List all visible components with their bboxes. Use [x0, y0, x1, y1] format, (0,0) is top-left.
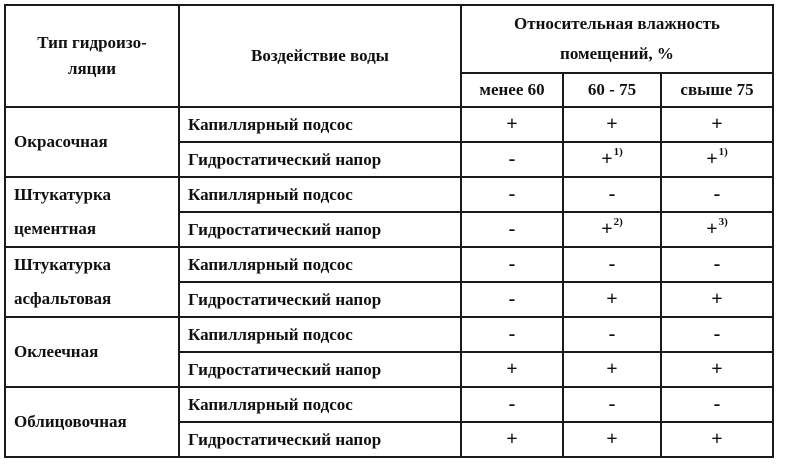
- water-effect: Капиллярный подсос: [179, 107, 461, 142]
- waterproofing-type: [5, 387, 179, 457]
- applicability-mark: [563, 282, 661, 317]
- applicability-mark: [563, 247, 661, 282]
- header-type: [5, 5, 179, 107]
- table-row: [5, 247, 773, 282]
- footnote-ref: 3): [718, 216, 728, 229]
- applicability-mark: [661, 352, 773, 387]
- mark-symbol: +: [606, 358, 618, 380]
- applicability-mark: [563, 177, 661, 212]
- header-humidity-line2: помещений, %: [560, 44, 674, 63]
- table-row: [5, 317, 773, 352]
- applicability-mark: [661, 177, 773, 212]
- mark-symbol: +: [706, 148, 718, 170]
- waterproofing-type-line: Оклеечная: [14, 342, 99, 361]
- water-effect: Гидростатический напор: [179, 352, 461, 387]
- mark-symbol: +: [711, 428, 723, 450]
- header-range-low: менее 60: [461, 73, 563, 107]
- mark-symbol: -: [508, 148, 516, 170]
- waterproofing-type-line: Штукатурка: [14, 255, 112, 274]
- applicability-mark: [661, 282, 773, 317]
- applicability-mark: [661, 107, 773, 142]
- applicability-mark: [461, 282, 563, 317]
- mark-symbol: +: [606, 288, 618, 310]
- applicability-mark: [461, 352, 563, 387]
- waterproofing-type-line: Штукатурка: [14, 185, 112, 204]
- footnote-ref: 2): [613, 216, 623, 229]
- waterproofing-type-line: Окрасочная: [14, 132, 108, 151]
- waterproofing-type: [5, 317, 179, 387]
- water-effect: Гидростатический напор: [179, 422, 461, 457]
- mark-symbol: +: [601, 148, 613, 170]
- header-effect: Воздействие воды: [179, 5, 461, 107]
- mark-symbol: -: [713, 393, 721, 415]
- footnote-ref: 1): [718, 146, 728, 159]
- applicability-mark: [563, 352, 661, 387]
- applicability-mark: [461, 107, 563, 142]
- mark-symbol: +: [711, 113, 723, 135]
- header-type-line1: Тип гидроизо-: [37, 33, 147, 52]
- applicability-mark: [661, 212, 773, 247]
- applicability-mark: [461, 177, 563, 212]
- mark-symbol: -: [508, 288, 516, 310]
- mark-symbol: -: [608, 393, 616, 415]
- applicability-mark: [461, 387, 563, 422]
- applicability-mark: [563, 142, 661, 177]
- mark-symbol: +: [506, 358, 518, 380]
- waterproofing-type-line: цементная: [14, 219, 97, 238]
- applicability-mark: [661, 317, 773, 352]
- water-effect: Капиллярный подсос: [179, 387, 461, 422]
- mark-symbol: -: [713, 253, 721, 275]
- water-effect: Гидростатический напор: [179, 212, 461, 247]
- mark-symbol: -: [713, 323, 721, 345]
- applicability-mark: [563, 317, 661, 352]
- applicability-mark: [661, 422, 773, 457]
- waterproofing-type-line: Облицовочная: [14, 412, 127, 431]
- applicability-mark: [563, 212, 661, 247]
- header-type-line2: ляции: [67, 59, 117, 78]
- mark-symbol: -: [508, 253, 516, 275]
- table-row: [5, 387, 773, 422]
- applicability-mark: [661, 142, 773, 177]
- applicability-mark: [661, 247, 773, 282]
- mark-symbol: +: [601, 218, 613, 240]
- water-effect: Капиллярный подсос: [179, 247, 461, 282]
- mark-symbol: -: [508, 323, 516, 345]
- table-row: [5, 107, 773, 142]
- water-effect: Гидростатический напор: [179, 142, 461, 177]
- mark-symbol: -: [508, 183, 516, 205]
- table-container: [4, 4, 774, 458]
- mark-symbol: -: [608, 183, 616, 205]
- footnote-ref: 1): [613, 146, 623, 159]
- applicability-mark: [461, 142, 563, 177]
- mark-symbol: -: [608, 323, 616, 345]
- header-range-high: свыше 75: [661, 73, 773, 107]
- applicability-mark: [563, 422, 661, 457]
- mark-symbol: -: [713, 183, 721, 205]
- header-range-mid: 60 - 75: [563, 73, 661, 107]
- table-body: [5, 107, 773, 457]
- water-effect: Капиллярный подсос: [179, 317, 461, 352]
- table-row: [5, 177, 773, 212]
- mark-symbol: +: [711, 358, 723, 380]
- header-humidity: [461, 5, 773, 73]
- applicability-mark: [563, 387, 661, 422]
- header-humidity-line1: Относительная влажность: [514, 14, 720, 33]
- waterproofing-type-line: асфальтовая: [14, 289, 112, 308]
- applicability-mark: [461, 212, 563, 247]
- mark-symbol: +: [606, 428, 618, 450]
- header-row: [5, 5, 773, 73]
- mark-symbol: +: [706, 218, 718, 240]
- mark-symbol: +: [506, 113, 518, 135]
- waterproofing-type: [5, 107, 179, 177]
- mark-symbol: +: [506, 428, 518, 450]
- waterproofing-table: [4, 4, 774, 458]
- applicability-mark: [563, 107, 661, 142]
- waterproofing-type: [5, 247, 179, 317]
- applicability-mark: [461, 317, 563, 352]
- water-effect: Гидростатический напор: [179, 282, 461, 317]
- mark-symbol: -: [608, 253, 616, 275]
- mark-symbol: +: [606, 113, 618, 135]
- applicability-mark: [461, 247, 563, 282]
- applicability-mark: [461, 422, 563, 457]
- mark-symbol: -: [508, 393, 516, 415]
- water-effect: Капиллярный подсос: [179, 177, 461, 212]
- waterproofing-type: [5, 177, 179, 247]
- mark-symbol: +: [711, 288, 723, 310]
- mark-symbol: -: [508, 218, 516, 240]
- applicability-mark: [661, 387, 773, 422]
